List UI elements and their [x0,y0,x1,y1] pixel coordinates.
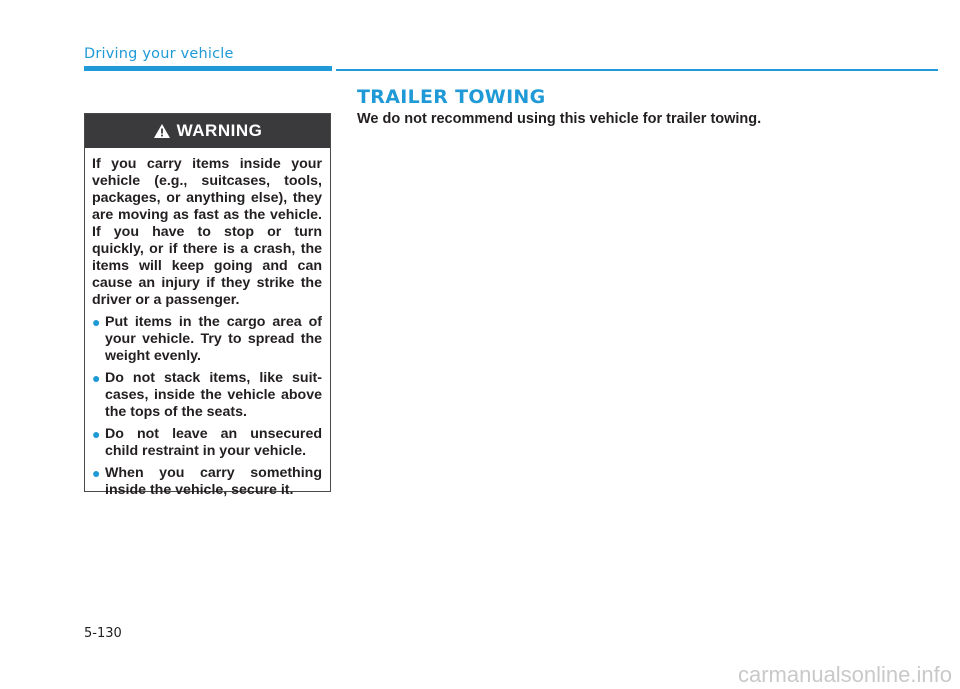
bullet-text: Put items in the cargo area of your vehicle. Try to spread the weight evenly. [105,314,322,364]
header-rule-thick [84,66,332,71]
warning-triangle-icon [153,123,171,139]
bullet-text: Do not stack items, like suit-cases, inside the vehicle above the tops of the seats. [105,370,322,420]
list-item [92,426,322,460]
warning-label: WARNING [176,121,263,140]
header-rule-thin [336,69,938,71]
bullet-text: Do not leave an unsecured child restraint in your vehicle. [105,426,322,459]
page-number: 5-130 [84,626,122,641]
watermark: carmanualsonline.info [737,662,952,687]
bullet-dot-icon: ● [92,370,101,386]
list-item [92,370,322,421]
bullet-dot-icon: ● [92,426,101,442]
list-item [92,465,322,499]
chapter-title: Driving your vehicle [84,46,234,62]
bullet-dot-icon: ● [92,465,101,481]
warning-bullet-list [92,314,322,499]
warning-header [85,114,330,148]
section-heading: TRAILER TOWING [357,86,546,108]
warning-intro: If you carry items inside your vehicle (e.g., suitcases, tools, packages, or anything else), they are moving as fast as the vehicle. If you have to stop or turn quickly, or if there is a crash, the items will keep going and can cause an injury if they strike the driver or a passenger. [92,156,322,308]
warning-body [85,148,330,499]
list-item [92,314,322,365]
warning-box [84,113,331,498]
bullet-dot-icon: ● [92,314,101,330]
section-paragraph: We do not recommend using this vehicle for trailer towing. [357,111,762,127]
bullet-text: When you carry something inside the vehicle, secure it. [105,465,322,498]
